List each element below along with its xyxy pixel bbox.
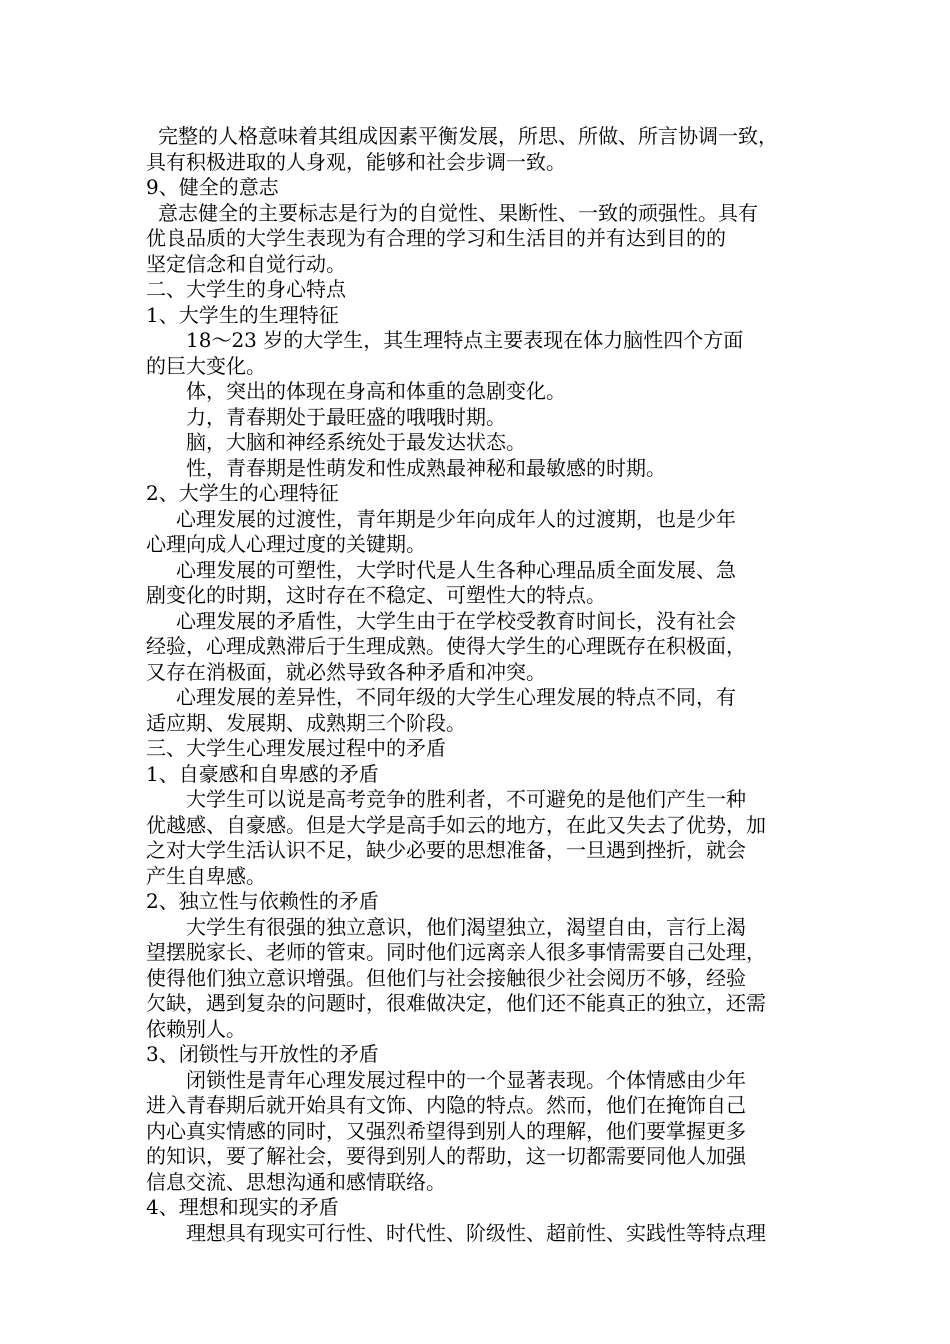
text-line: 优越感、自豪感。但是大学是高手如云的地方，在此又失去了优势，加 (146, 812, 766, 837)
text-line: 3、闭锁性与开放性的矛盾 (146, 1042, 379, 1066)
text-line: 2、独立性与依赖性的矛盾 (146, 889, 379, 913)
text-line: 心理向成人心理过度的关键期。 (146, 532, 426, 556)
text-line: 1、自豪感和自卑感的矛盾 (146, 761, 379, 786)
text-line: 的知识，要了解社会，要得到别人的帮助，这一切都需要同他人加强 (146, 1144, 746, 1168)
text-line: 优良品质的大学生表现为有合理的学习和生活目的并有达到目的的 (146, 226, 726, 250)
text-line: 性，青春期是性萌发和性成熟最神秘和最敏感的时期。 (186, 455, 666, 480)
text-line: 三、大学生心理发展过程中的矛盾 (146, 736, 446, 760)
text-line: 心理发展的过渡性，青年期是少年向成年人的过渡期，也是少年 (176, 506, 736, 531)
text-line: 的巨大变化。 (146, 353, 266, 378)
text-line: 心理发展的差异性，不同年级的大学生心理发展的特点不同，有 (176, 685, 736, 709)
text-line: 脑，大脑和神经系统处于最发达状态。 (186, 430, 526, 454)
text-line: 又存在消极面，就必然导致各种矛盾和冲突。 (146, 659, 546, 684)
text-line: 欠缺，遇到复杂的问题时，很难做决定，他们还不能真正的独立，还需 (146, 991, 766, 1015)
text-line: 理想具有现实可行性、时代性、阶级性、超前性、实践性等特点理 (186, 1220, 766, 1245)
text-line: 之对大学生活认识不足，缺少必要的思想准备，一旦遇到挫折，就会 (146, 838, 746, 862)
text-line: 大学生有很强的独立意识，他们渴望独立，渴望自由，言行上渴 (186, 914, 746, 939)
text-line: 4、理想和现实的矛盾 (146, 1195, 339, 1219)
text-line: 2、大学生的心理特征 (146, 481, 339, 505)
text-line: 产生自卑感。 (146, 863, 266, 888)
text-line: 使得他们独立意识增强。但他们与社会接触很少社会阅历不够，经验 (146, 965, 746, 990)
text-line: 大学生可以说是高考竞争的胜利者，不可避免的是他们产生一种 (186, 787, 746, 811)
text-line: 依赖别人。 (146, 1016, 246, 1041)
text-line: 力，青春期处于最旺盛的哦哦时期。 (186, 404, 506, 429)
text-line: 坚定信念和自觉行动。 (146, 251, 346, 276)
text-line: 进入青春期后就开始具有文饰、内隐的特点。然而，他们在掩饰自己 (146, 1093, 746, 1117)
text-line: 体，突出的体现在身高和体重的急剧变化。 (186, 379, 566, 403)
document-page (146, 124, 810, 1246)
text-line: 闭锁性是青年心理发展过程中的一个显著表现。个体情感由少年 (186, 1067, 746, 1092)
text-line: 信息交流、思想沟通和感情联络。 (146, 1169, 446, 1194)
text-line: 完整的人格意味着其组成因素平衡发展，所思、所做、所言协调一致， (158, 124, 778, 148)
text-line: 1、大学生的生理特征 (146, 302, 339, 327)
text-line: 二、大学生的身心特点 (146, 277, 346, 301)
text-line: 望摆脱家长、老师的管束。同时他们远离亲人很多事情需要自己处理， (146, 940, 766, 964)
text-line: 9、健全的意志 (146, 175, 279, 199)
text-line: 具有积极进取的人身观，能够和社会步调一致。 (146, 149, 566, 174)
text-line: 心理发展的矛盾性，大学生由于在学校受教育时间长，没有社会 (176, 608, 736, 633)
text-line: 心理发展的可塑性，大学时代是人生各种心理品质全面发展、急 (176, 557, 736, 582)
text-line: 剧变化的时期，这时存在不稳定、可塑性大的特点。 (146, 583, 606, 607)
text-line: 内心真实情感的同时，又强烈希望得到别人的理解，他们要掌握更多 (146, 1118, 746, 1143)
text-line: 18～23 岁的大学生，其生理特点主要表现在体力脑性四个方面 (186, 328, 744, 352)
text-line: 经验，心理成熟滞后于生理成熟。使得大学生的心理既存在积极面， (146, 634, 746, 658)
text-line: 适应期、发展期、成熟期三个阶段。 (146, 710, 466, 735)
text-line: 意志健全的主要标志是行为的自觉性、果断性、一致的顽强性。具有 (158, 200, 758, 225)
